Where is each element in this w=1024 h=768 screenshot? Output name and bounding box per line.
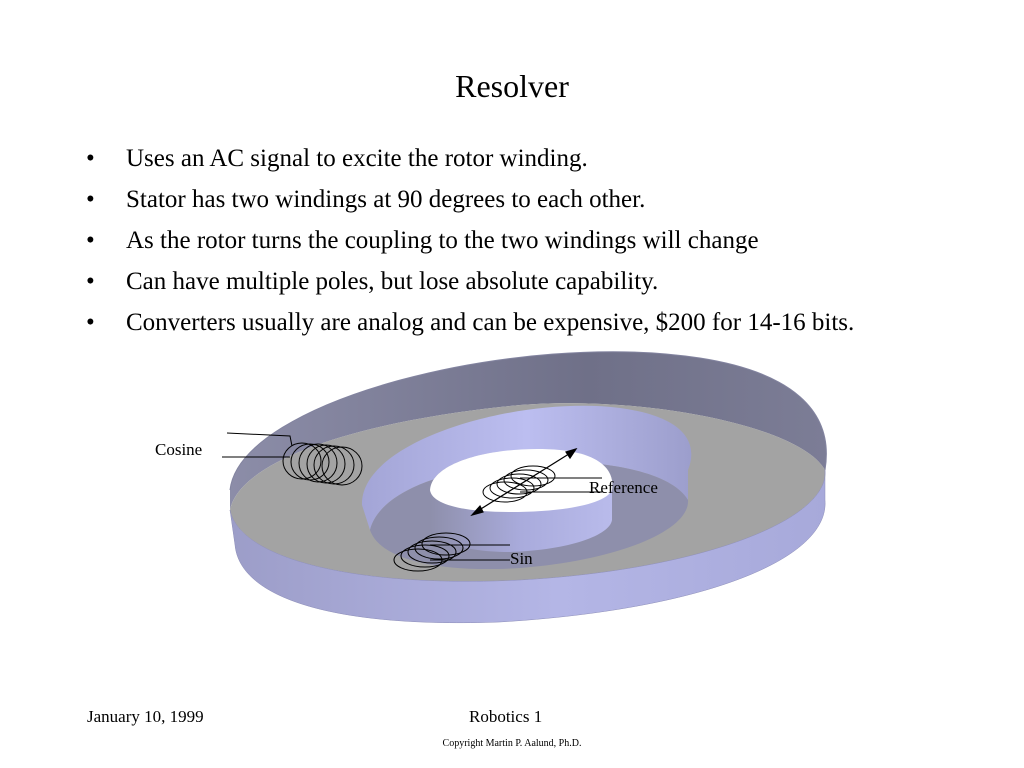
bullet-text: Can have multiple poles, but lose absolute capability. (126, 268, 659, 295)
bullet-item (86, 265, 926, 298)
bullet-list (86, 142, 926, 347)
cosine-label: Cosine (155, 440, 203, 459)
bullet-item (86, 224, 926, 257)
slide-title: Resolver (455, 68, 569, 104)
bullet-text: Stator has two windings at 90 degrees to each other. (126, 186, 646, 213)
bullet-icon: • (86, 309, 95, 336)
bullet-item (86, 142, 926, 175)
bullet-text: As the rotor turns the coupling to the two windings will change (126, 227, 759, 254)
bullet-text: Uses an AC signal to excite the rotor winding. (126, 145, 588, 172)
footer-copyright: Copyright Martin P. Aalund, Ph.D. (442, 738, 582, 749)
bullet-icon: • (86, 268, 95, 295)
bullet-item (86, 183, 926, 216)
bullet-text: Converters usually are analog and can be expensive, $200 for 14-16 bits. (126, 309, 855, 336)
footer-date: January 10, 1999 (87, 707, 204, 726)
footer-course: Robotics 1 (469, 707, 543, 726)
resolver-diagram (140, 345, 860, 635)
bullet-icon: • (86, 186, 95, 213)
bullet-icon: • (86, 145, 95, 172)
reference-label: Reference (589, 478, 658, 497)
sin-label: Sin (510, 549, 533, 568)
bullet-icon: • (86, 227, 95, 254)
bullet-item (86, 306, 926, 339)
